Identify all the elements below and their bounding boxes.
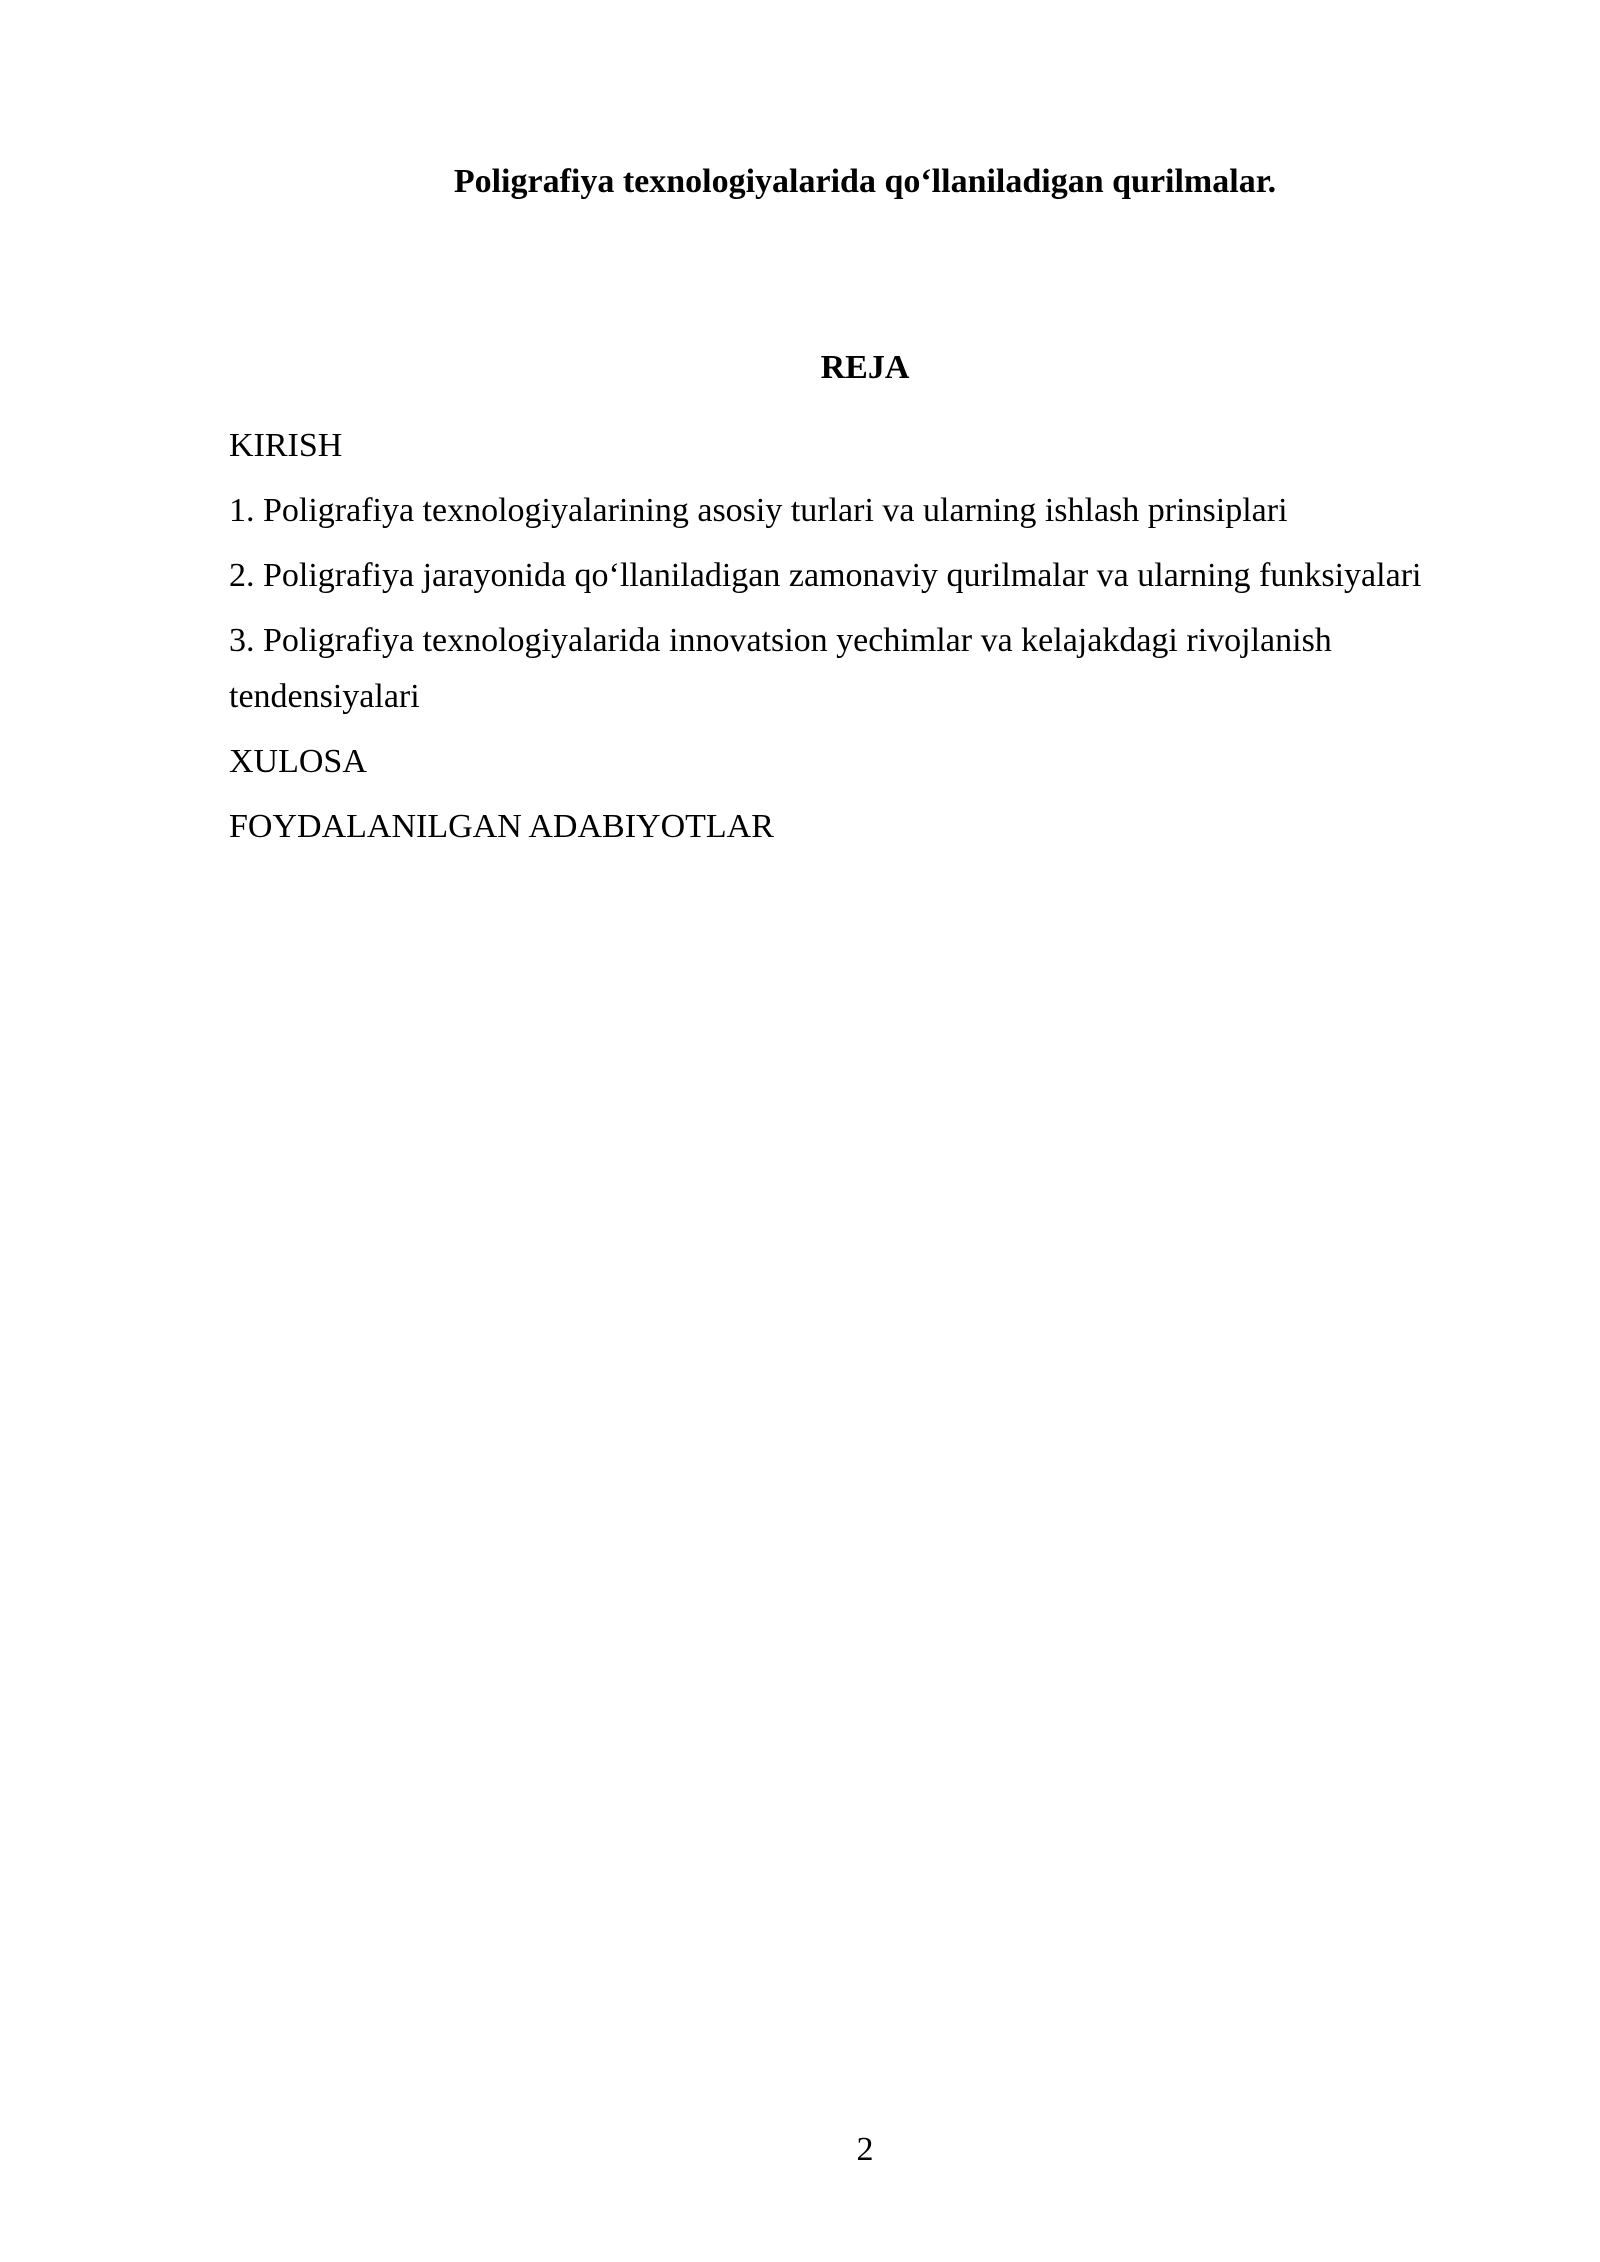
plan-list <box>229 418 1479 864</box>
plan-heading: REJA <box>820 349 910 386</box>
document-title: Poligrafiya texnologiyalarida qo‘llaniladigan qurilmalar. <box>453 163 1277 200</box>
page-number: 2 <box>856 2131 874 2168</box>
plan-item-references: FOYDALANILGAN ADABIYOTLAR <box>229 808 774 845</box>
plan-item-introduction: KIRISH <box>229 427 343 464</box>
plan-item-conclusion: XULOSA <box>229 743 367 780</box>
plan-item-1: 1. Poligrafiya texnologiyalarining asosiy turlari va ularning ishlash prinsiplari <box>229 492 1288 529</box>
plan-item-3: 3. Poligrafiya texnologiyalarida innovatsion yechimlar va kelajakdagi rivojlanish tendensiyalari <box>229 622 1332 715</box>
plan-item-2: 2. Poligrafiya jarayonida qo‘llaniladigan zamonaviy qurilmalar va ularning funksiyalari <box>229 557 1422 594</box>
